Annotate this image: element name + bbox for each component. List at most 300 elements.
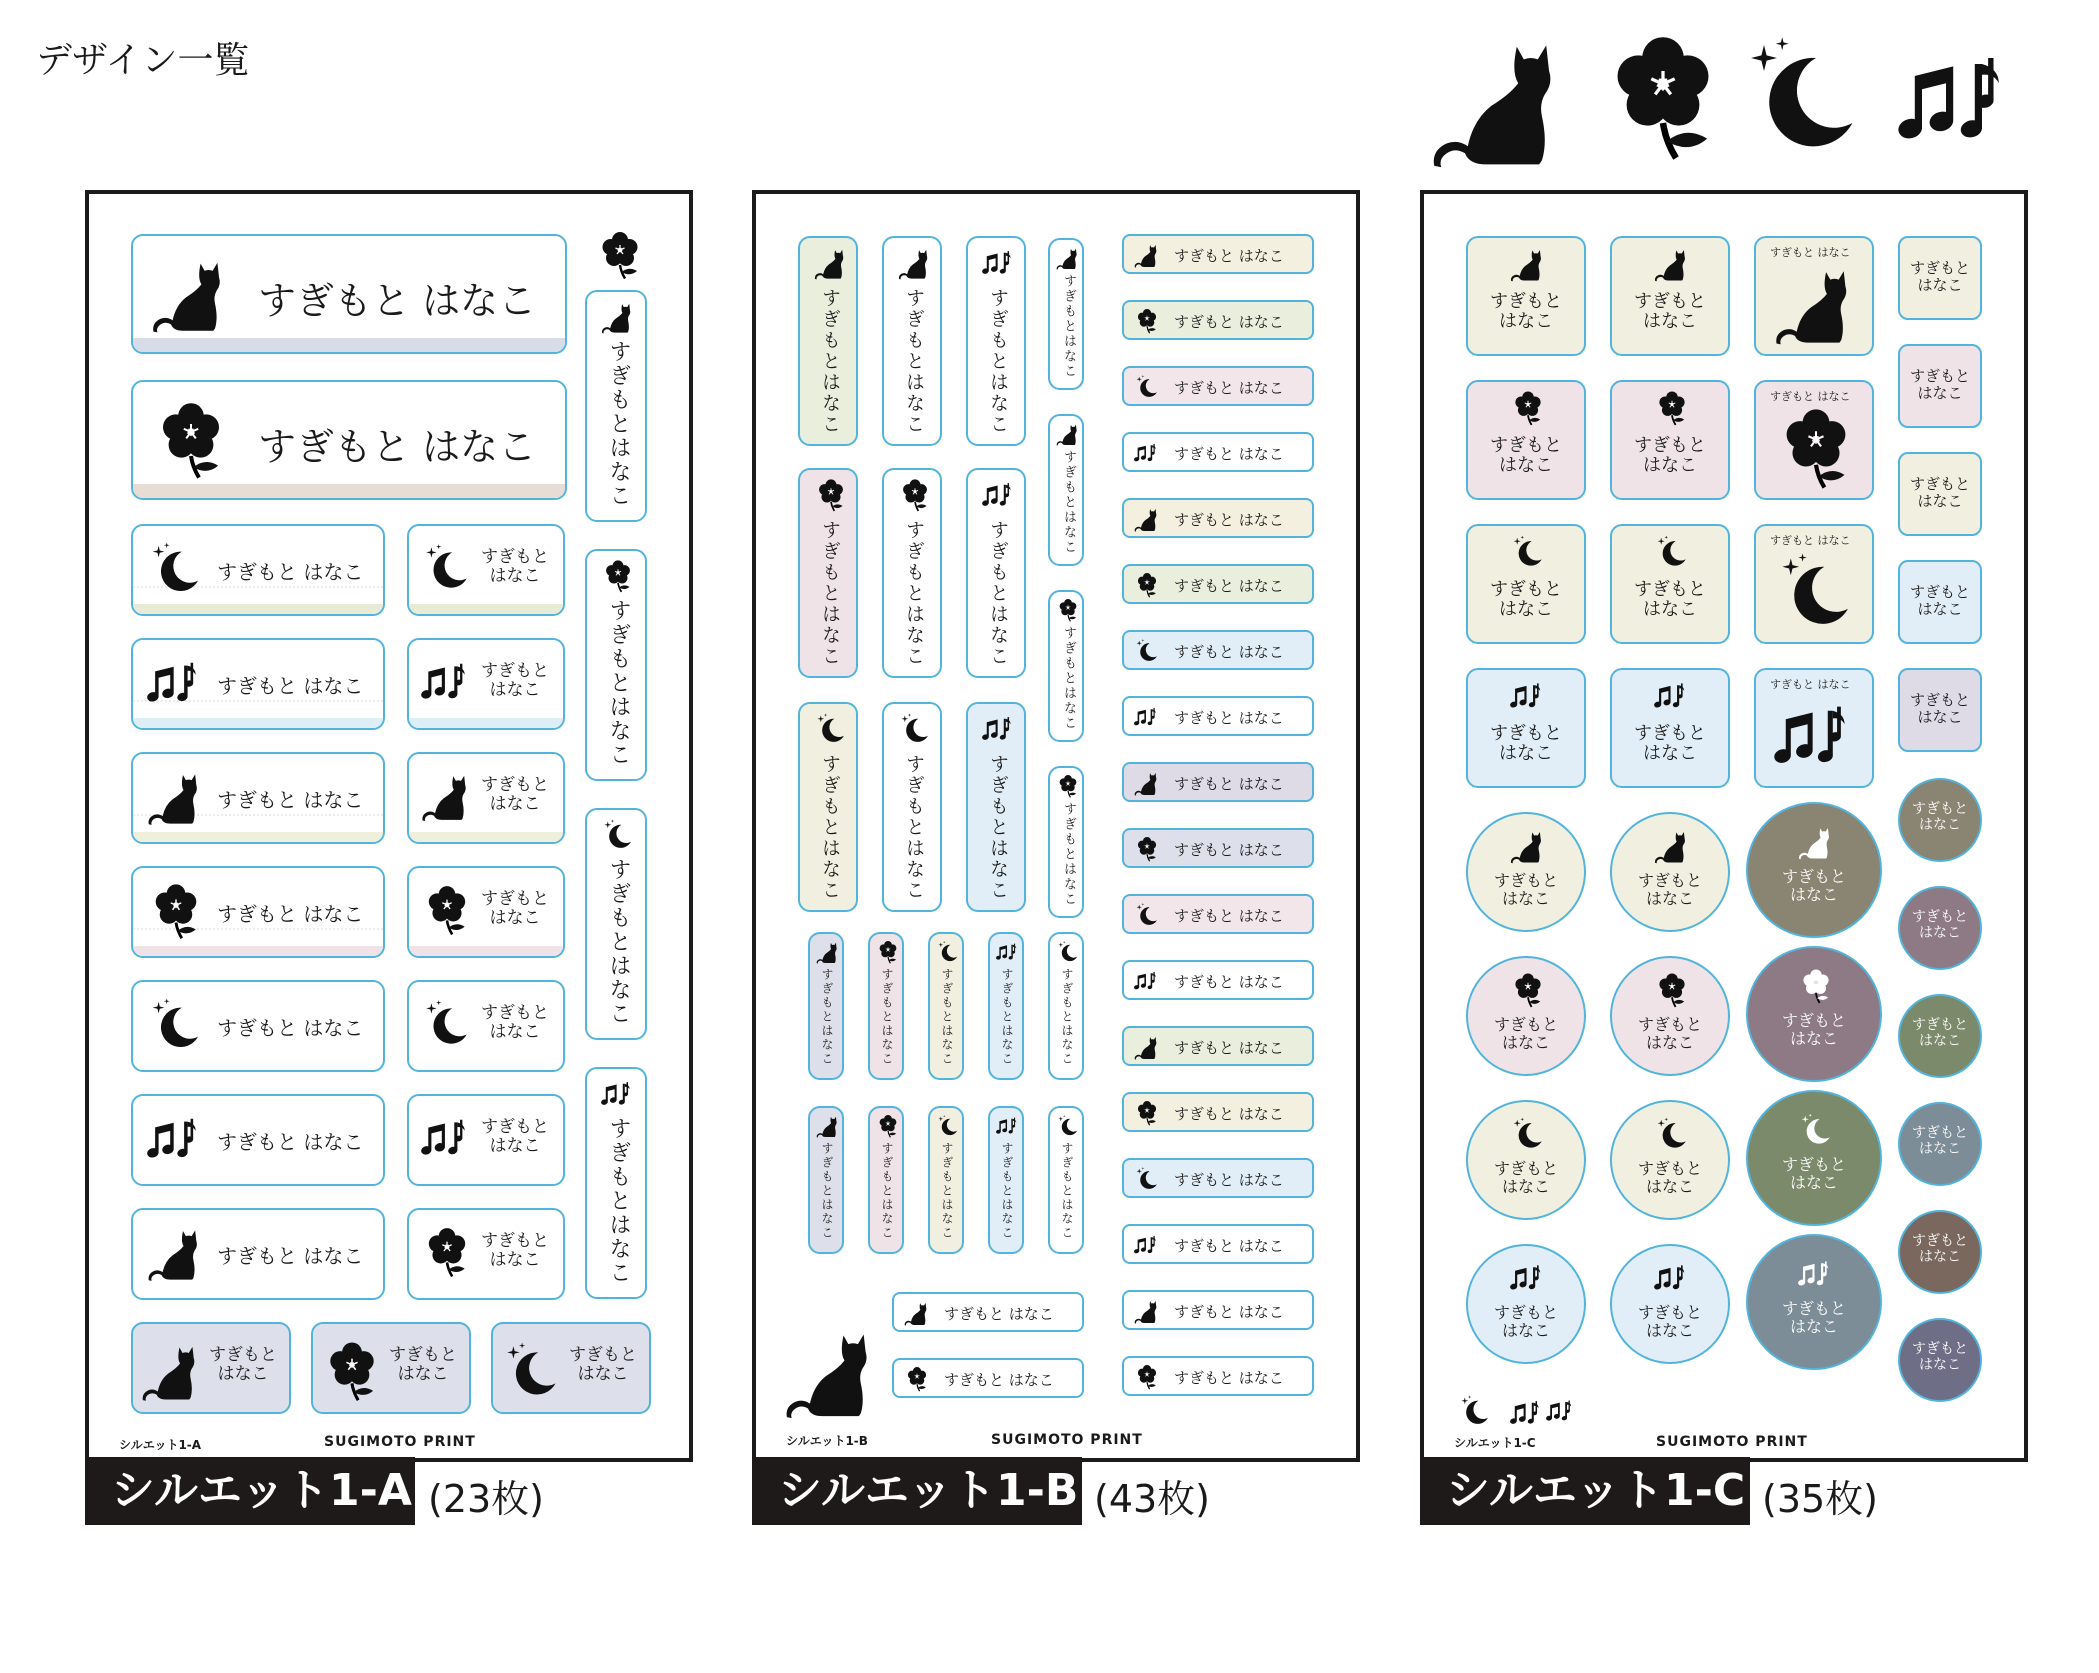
music-notes-icon bbox=[996, 1114, 1020, 1138]
name-line-1: すぎもと bbox=[1490, 291, 1562, 312]
flower-icon bbox=[1774, 406, 1858, 490]
flower-icon bbox=[151, 400, 231, 480]
flower-icon bbox=[1510, 972, 1546, 1008]
name-line-2: はなこ bbox=[489, 1250, 541, 1271]
small-square-label[interactable] bbox=[1898, 560, 1982, 644]
square-name-label-large-icon[interactable] bbox=[1754, 236, 1874, 356]
cat-icon bbox=[151, 254, 231, 334]
name-line-1: すぎもと bbox=[1912, 1125, 1968, 1141]
name-text-block bbox=[481, 1004, 549, 1042]
name-text-block bbox=[1900, 584, 1980, 618]
moon-icon bbox=[898, 712, 932, 746]
moon-icon bbox=[1134, 374, 1160, 400]
square-name-label-large-icon[interactable] bbox=[1754, 380, 1874, 500]
name-text: すぎもとはなこ bbox=[987, 288, 1009, 435]
square-name-label[interactable] bbox=[1610, 668, 1730, 788]
flower-icon bbox=[814, 478, 848, 512]
name-line-1: すぎもと bbox=[389, 1345, 457, 1365]
sheet-design-a[interactable] bbox=[85, 190, 693, 1462]
name-line-1: すぎもと bbox=[209, 1345, 277, 1365]
small-round-label[interactable] bbox=[1898, 1102, 1982, 1186]
name-text: すぎもとはなこ bbox=[903, 520, 925, 667]
small-square-label[interactable] bbox=[1898, 452, 1982, 536]
cat-icon bbox=[814, 246, 848, 280]
name-text: すぎもと はなこ bbox=[217, 788, 364, 812]
name-line-2: はなこ bbox=[1499, 599, 1553, 621]
name-line-2: はなこ bbox=[1789, 1316, 1838, 1336]
color-stripe bbox=[133, 718, 383, 728]
name-text: すぎもと はなこ bbox=[1770, 246, 1851, 259]
name-text: すぎもと はなこ bbox=[217, 560, 364, 584]
horizontal-name-label[interactable] bbox=[1122, 894, 1314, 934]
name-line-1: すぎもと bbox=[1493, 1159, 1558, 1178]
moon-icon bbox=[1510, 534, 1546, 570]
cat-icon bbox=[1134, 506, 1160, 532]
square-name-label[interactable] bbox=[1610, 236, 1730, 356]
vertical-name-label[interactable] bbox=[966, 236, 1026, 446]
music-notes-icon bbox=[982, 478, 1016, 512]
name-line-2: はなこ bbox=[1643, 599, 1697, 621]
name-text: すぎもと はなこ bbox=[1770, 534, 1851, 547]
moon-icon bbox=[1134, 638, 1160, 664]
name-line-1: すぎもと bbox=[1781, 867, 1846, 886]
horizontal-name-label[interactable] bbox=[1122, 366, 1314, 406]
square-name-label[interactable] bbox=[1466, 380, 1586, 500]
round-name-label[interactable] bbox=[1466, 812, 1586, 932]
name-line-1: すぎもと bbox=[481, 889, 549, 909]
cat-icon bbox=[1134, 242, 1160, 268]
music-notes-icon bbox=[1510, 678, 1546, 714]
square-name-label-large-icon[interactable] bbox=[1754, 524, 1874, 644]
moon-icon bbox=[1056, 940, 1080, 964]
round-name-label-dark[interactable] bbox=[1746, 802, 1882, 938]
name-text-block bbox=[389, 1346, 457, 1384]
name-text-block bbox=[1468, 580, 1584, 620]
sheet-code: シルエット1-B bbox=[786, 1434, 868, 1448]
name-line-2: はなこ bbox=[1645, 888, 1694, 908]
name-line-2: はなこ bbox=[1919, 1140, 1961, 1157]
flower-icon bbox=[1654, 972, 1690, 1008]
medium-name-label[interactable] bbox=[131, 1094, 385, 1186]
name-text: すぎもと はなこ bbox=[1174, 511, 1284, 529]
cat-icon bbox=[816, 940, 840, 964]
cat-icon bbox=[898, 246, 932, 280]
narrow-vertical-label[interactable] bbox=[868, 1106, 904, 1254]
round-name-label[interactable] bbox=[1610, 956, 1730, 1076]
name-line-2: はなこ bbox=[1501, 1320, 1550, 1340]
cat-icon bbox=[1654, 246, 1690, 282]
square-name-label[interactable] bbox=[311, 1322, 471, 1414]
vertical-name-label[interactable] bbox=[798, 236, 858, 446]
music-notes-icon bbox=[1546, 1396, 1576, 1426]
vertical-name-label[interactable] bbox=[585, 290, 647, 522]
narrow-vertical-label[interactable] bbox=[808, 932, 844, 1080]
square-name-label[interactable] bbox=[491, 1322, 651, 1414]
name-text: すぎもとはなこ bbox=[606, 1117, 631, 1285]
name-line-2: はなこ bbox=[1919, 924, 1961, 941]
cat-icon bbox=[141, 1340, 203, 1402]
square-name-label[interactable] bbox=[131, 1322, 291, 1414]
narrow-vertical-label[interactable] bbox=[1048, 590, 1084, 742]
flower-icon bbox=[876, 940, 900, 964]
medium-name-label[interactable] bbox=[131, 524, 385, 616]
name-text: すぎもと はなこ bbox=[1174, 907, 1284, 925]
small-square-label[interactable] bbox=[1898, 668, 1982, 752]
vertical-name-label[interactable] bbox=[882, 236, 942, 446]
name-line-2: はなこ bbox=[489, 1136, 541, 1157]
name-line-2: はなこ bbox=[1917, 707, 1963, 726]
vertical-name-label[interactable] bbox=[882, 468, 942, 678]
moon-icon bbox=[814, 712, 848, 746]
name-text: すぎもと はなこ bbox=[1770, 390, 1851, 403]
cat-icon bbox=[904, 1300, 930, 1326]
flower-icon bbox=[904, 1366, 930, 1392]
round-name-label[interactable] bbox=[1610, 1244, 1730, 1364]
name-line-2: はなこ bbox=[577, 1364, 629, 1385]
name-line-2: はなこ bbox=[1645, 1032, 1694, 1052]
vertical-name-label[interactable] bbox=[882, 702, 942, 912]
narrow-vertical-label[interactable] bbox=[1048, 414, 1084, 566]
name-text: すぎもとはなこ bbox=[819, 754, 841, 901]
music-notes-icon bbox=[147, 654, 205, 712]
name-text: すぎもと はなこ bbox=[1174, 247, 1284, 265]
flower-icon bbox=[595, 230, 645, 280]
music-notes-icon bbox=[601, 1077, 635, 1111]
large-name-label[interactable] bbox=[131, 380, 567, 500]
music-notes-icon bbox=[421, 656, 473, 708]
cat-icon bbox=[147, 1224, 205, 1282]
horizontal-name-label[interactable] bbox=[1122, 696, 1314, 736]
small-round-label[interactable] bbox=[1898, 1318, 1982, 1402]
name-line-2: はなこ bbox=[1501, 888, 1550, 908]
medium-name-label[interactable] bbox=[131, 638, 385, 730]
music-notes-icon bbox=[421, 1112, 473, 1164]
horizontal-name-label[interactable] bbox=[1122, 234, 1314, 274]
horizontal-name-label[interactable] bbox=[1122, 1224, 1314, 1264]
flower-icon bbox=[147, 882, 205, 940]
name-text: すぎもと はなこ bbox=[1174, 973, 1284, 991]
name-line-2: はなこ bbox=[1917, 491, 1963, 510]
flower-icon bbox=[1056, 598, 1080, 622]
small-name-label[interactable] bbox=[407, 1094, 565, 1186]
name-line-1: すぎもと bbox=[1634, 291, 1706, 312]
horizontal-name-label[interactable] bbox=[1122, 498, 1314, 538]
name-text: すぎもと はなこ bbox=[217, 1244, 364, 1268]
music-notes-icon bbox=[1134, 968, 1160, 994]
small-round-label[interactable] bbox=[1898, 994, 1982, 1078]
horizontal-name-label[interactable] bbox=[892, 1292, 1084, 1332]
medium-name-label[interactable] bbox=[131, 980, 385, 1072]
music-notes-icon bbox=[996, 940, 1020, 964]
flower-icon bbox=[1654, 390, 1690, 426]
horizontal-name-label[interactable] bbox=[1122, 1026, 1314, 1066]
name-text: すぎもとはなこ bbox=[820, 968, 834, 1066]
cat-icon bbox=[1056, 246, 1080, 270]
horizontal-name-label[interactable] bbox=[1122, 630, 1314, 670]
name-line-1: すぎもと bbox=[1781, 1155, 1846, 1174]
vertical-name-label[interactable] bbox=[798, 468, 858, 678]
small-square-label[interactable] bbox=[1898, 344, 1982, 428]
name-line-2: はなこ bbox=[1919, 1032, 1961, 1049]
small-name-label[interactable] bbox=[407, 752, 565, 844]
horizontal-name-label[interactable] bbox=[1122, 762, 1314, 802]
name-line-2: はなこ bbox=[1789, 1028, 1838, 1048]
header-icon-row bbox=[1420, 26, 2040, 176]
small-round-label[interactable] bbox=[1898, 778, 1982, 862]
cat-icon bbox=[1774, 262, 1858, 346]
narrow-vertical-label[interactable] bbox=[1048, 238, 1084, 390]
vertical-name-label[interactable] bbox=[966, 468, 1026, 678]
name-line-1: すぎもと bbox=[481, 1117, 549, 1137]
flower-icon bbox=[1056, 774, 1080, 798]
moon-icon bbox=[147, 540, 205, 598]
name-line-2: はなこ bbox=[1499, 743, 1553, 765]
name-text: すぎもとはなこ bbox=[903, 754, 925, 901]
name-text-block bbox=[481, 1232, 549, 1270]
name-text: すぎもと はなこ bbox=[1174, 643, 1284, 661]
name-text: すぎもとはなこ bbox=[1000, 1142, 1014, 1240]
name-text-block bbox=[1748, 868, 1880, 904]
square-name-label[interactable] bbox=[1466, 236, 1586, 356]
vertical-name-label[interactable] bbox=[798, 702, 858, 912]
moon-icon bbox=[1134, 902, 1160, 928]
name-text-block bbox=[1748, 1300, 1880, 1336]
color-stripe bbox=[409, 832, 563, 842]
name-line-2: はなこ bbox=[1917, 275, 1963, 294]
square-name-label[interactable] bbox=[1466, 668, 1586, 788]
music-notes-icon bbox=[1134, 1232, 1160, 1258]
narrow-vertical-label[interactable] bbox=[1048, 766, 1084, 918]
flower-icon bbox=[1134, 836, 1160, 862]
narrow-vertical-label[interactable] bbox=[1048, 932, 1084, 1080]
name-text: すぎもと はなこ bbox=[1174, 379, 1284, 397]
name-text: すぎもと はなこ bbox=[217, 902, 364, 926]
vertical-name-label[interactable] bbox=[585, 1067, 647, 1299]
horizontal-name-label[interactable] bbox=[1122, 1290, 1314, 1330]
moon-icon bbox=[501, 1340, 563, 1402]
small-name-label[interactable] bbox=[407, 638, 565, 730]
name-line-2: はなこ bbox=[1789, 1172, 1838, 1192]
round-name-label[interactable] bbox=[1466, 956, 1586, 1076]
name-line-1: すぎもと bbox=[1493, 871, 1558, 890]
name-text: すぎもと はなこ bbox=[1174, 775, 1284, 793]
name-text: すぎもと はなこ bbox=[1174, 1039, 1284, 1057]
name-line-1: すぎもと bbox=[1634, 579, 1706, 600]
name-text: すぎもと はなこ bbox=[1174, 1369, 1284, 1387]
name-text: すぎもとはなこ bbox=[940, 1142, 954, 1240]
horizontal-name-label[interactable] bbox=[1122, 1158, 1314, 1198]
flower-icon bbox=[1134, 308, 1160, 334]
name-line-1: すぎもと bbox=[1490, 579, 1562, 600]
vertical-name-label[interactable] bbox=[966, 702, 1026, 912]
name-line-1: すぎもと bbox=[1912, 1017, 1968, 1033]
name-line-1: すぎもと bbox=[481, 1231, 549, 1251]
round-name-label-dark[interactable] bbox=[1746, 946, 1882, 1082]
name-line-1: すぎもと bbox=[1490, 435, 1562, 456]
name-text-block bbox=[481, 548, 549, 586]
narrow-vertical-label[interactable] bbox=[988, 1106, 1024, 1254]
name-text: すぎもと はなこ bbox=[258, 425, 537, 469]
round-name-label-dark[interactable] bbox=[1746, 1234, 1882, 1370]
music-notes-icon bbox=[1510, 1260, 1546, 1296]
music-notes-icon bbox=[1510, 1396, 1544, 1430]
music-notes-icon bbox=[982, 246, 1016, 280]
name-text-block bbox=[481, 662, 549, 700]
name-line-1: すぎもと bbox=[1490, 723, 1562, 744]
horizontal-name-label[interactable] bbox=[1122, 300, 1314, 340]
color-stripe bbox=[133, 946, 383, 956]
name-text: すぎもとはなこ bbox=[820, 1142, 834, 1240]
cat-icon bbox=[816, 1114, 840, 1138]
horizontal-name-label[interactable] bbox=[1122, 960, 1314, 1000]
name-line-2: はなこ bbox=[489, 1022, 541, 1043]
small-name-label[interactable] bbox=[407, 980, 565, 1072]
small-name-label[interactable] bbox=[407, 866, 565, 958]
round-name-label[interactable] bbox=[1466, 1100, 1586, 1220]
medium-name-label[interactable] bbox=[131, 1208, 385, 1300]
horizontal-name-label[interactable] bbox=[1122, 564, 1314, 604]
name-text: すぎもと はなこ bbox=[217, 674, 364, 698]
name-line-1: すぎもと bbox=[481, 1003, 549, 1023]
name-text-block bbox=[1612, 436, 1728, 476]
name-line-1: すぎもと bbox=[1912, 1341, 1968, 1357]
cat-icon bbox=[147, 768, 205, 826]
name-text: すぎもとはなこ bbox=[1061, 802, 1076, 907]
name-line-2: はなこ bbox=[1789, 884, 1838, 904]
name-line-1: すぎもと bbox=[1909, 691, 1970, 709]
music-notes-icon bbox=[1134, 704, 1160, 730]
narrow-vertical-label[interactable] bbox=[868, 932, 904, 1080]
name-text-block bbox=[1900, 368, 1980, 402]
name-line-2: はなこ bbox=[489, 794, 541, 815]
name-text-block bbox=[1900, 802, 1980, 833]
name-text-block bbox=[1612, 580, 1728, 620]
horizontal-name-label[interactable] bbox=[1122, 1092, 1314, 1132]
design-count-b: (43枚) bbox=[1094, 1477, 1211, 1521]
design-name-b: シルエット1-B bbox=[752, 1457, 1082, 1525]
moon-icon bbox=[1774, 550, 1858, 634]
name-text-block bbox=[209, 1346, 277, 1384]
name-text: すぎもとはなこ bbox=[1000, 968, 1014, 1066]
music-notes-icon bbox=[1774, 694, 1858, 778]
name-text-block bbox=[1900, 692, 1980, 726]
color-stripe bbox=[409, 946, 563, 956]
flower-icon bbox=[1134, 1364, 1160, 1390]
name-text-block bbox=[1900, 1342, 1980, 1373]
cat-icon bbox=[1798, 824, 1834, 860]
name-text-block bbox=[1468, 1304, 1584, 1340]
small-name-label[interactable] bbox=[407, 524, 565, 616]
name-text: すぎもと はなこ bbox=[1174, 841, 1284, 859]
name-line-2: はなこ bbox=[1643, 311, 1697, 333]
name-text: すぎもとはなこ bbox=[819, 520, 841, 667]
name-text: すぎもと はなこ bbox=[1770, 678, 1851, 691]
name-line-2: はなこ bbox=[489, 566, 541, 587]
narrow-vertical-label[interactable] bbox=[928, 932, 964, 1080]
small-round-label[interactable] bbox=[1898, 886, 1982, 970]
flower-icon bbox=[876, 1114, 900, 1138]
name-text: すぎもと はなこ bbox=[1174, 1171, 1284, 1189]
narrow-vertical-label[interactable] bbox=[988, 932, 1024, 1080]
moon-icon bbox=[601, 818, 635, 852]
name-line-2: はなこ bbox=[1645, 1176, 1694, 1196]
square-name-label[interactable] bbox=[1466, 524, 1586, 644]
music-notes-icon bbox=[147, 1110, 205, 1168]
moon-icon bbox=[1510, 1116, 1546, 1152]
color-stripe bbox=[409, 604, 563, 614]
name-line-2: はなこ bbox=[1499, 455, 1553, 477]
color-stripe bbox=[133, 604, 383, 614]
sheet-design-b[interactable] bbox=[752, 190, 1360, 1462]
square-name-label-large-icon[interactable] bbox=[1754, 668, 1874, 788]
flower-icon bbox=[898, 478, 932, 512]
name-line-2: はなこ bbox=[217, 1364, 269, 1385]
large-name-label[interactable] bbox=[131, 234, 567, 354]
narrow-vertical-label[interactable] bbox=[808, 1106, 844, 1254]
square-name-label[interactable] bbox=[1610, 524, 1730, 644]
name-text-block bbox=[481, 1118, 549, 1156]
moon-icon bbox=[1654, 1116, 1690, 1152]
brand-label: SUGIMOTO PRINT bbox=[1656, 1434, 1808, 1450]
name-text: すぎもとはなこ bbox=[819, 288, 841, 435]
name-line-2: はなこ bbox=[1919, 1356, 1961, 1373]
name-text: すぎもと はなこ bbox=[1174, 577, 1284, 595]
square-name-label[interactable] bbox=[1610, 380, 1730, 500]
small-round-label[interactable] bbox=[1898, 1210, 1982, 1294]
round-name-label-dark[interactable] bbox=[1746, 1090, 1882, 1226]
narrow-vertical-label[interactable] bbox=[928, 1106, 964, 1254]
name-line-1: すぎもと bbox=[1637, 1303, 1702, 1322]
music-notes-icon bbox=[1654, 678, 1690, 714]
name-text: すぎもとはなこ bbox=[940, 968, 954, 1066]
medium-name-label[interactable] bbox=[131, 752, 385, 844]
name-line-1: すぎもと bbox=[481, 547, 549, 567]
horizontal-name-label[interactable] bbox=[1122, 828, 1314, 868]
name-line-1: すぎもと bbox=[1909, 367, 1970, 385]
name-text: すぎもとはなこ bbox=[1061, 274, 1076, 379]
design-name-a: シルエット1-A bbox=[85, 1457, 415, 1525]
round-name-label[interactable] bbox=[1610, 1100, 1730, 1220]
small-name-label[interactable] bbox=[407, 1208, 565, 1300]
name-text-block bbox=[1900, 260, 1980, 294]
flower-icon bbox=[1510, 390, 1546, 426]
name-text: すぎもとはなこ bbox=[606, 858, 631, 1026]
narrow-vertical-label[interactable] bbox=[1048, 1106, 1084, 1254]
horizontal-name-label[interactable] bbox=[1122, 1356, 1314, 1396]
horizontal-name-label[interactable] bbox=[892, 1358, 1084, 1398]
name-line-1: すぎもと bbox=[1637, 871, 1702, 890]
moon-icon bbox=[1654, 534, 1690, 570]
cat-icon bbox=[421, 770, 473, 822]
name-line-1: すぎもと bbox=[1493, 1303, 1558, 1322]
music-notes-icon bbox=[1798, 1256, 1834, 1292]
vertical-name-label[interactable] bbox=[585, 808, 647, 1040]
medium-name-label[interactable] bbox=[131, 866, 385, 958]
sheet-design-c[interactable] bbox=[1420, 190, 2028, 1462]
name-line-1: すぎもと bbox=[1781, 1011, 1846, 1030]
horizontal-name-label[interactable] bbox=[1122, 432, 1314, 472]
name-text-block bbox=[1468, 292, 1584, 332]
small-square-label[interactable] bbox=[1898, 236, 1982, 320]
vertical-name-label[interactable] bbox=[585, 549, 647, 781]
name-text-block bbox=[1612, 724, 1728, 764]
name-text: すぎもと はなこ bbox=[1174, 1303, 1284, 1321]
round-name-label[interactable] bbox=[1610, 812, 1730, 932]
name-text: すぎもと はなこ bbox=[1174, 313, 1284, 331]
name-text: すぎもとはなこ bbox=[903, 288, 925, 435]
round-name-label[interactable] bbox=[1466, 1244, 1586, 1364]
name-line-2: はなこ bbox=[1917, 599, 1963, 618]
